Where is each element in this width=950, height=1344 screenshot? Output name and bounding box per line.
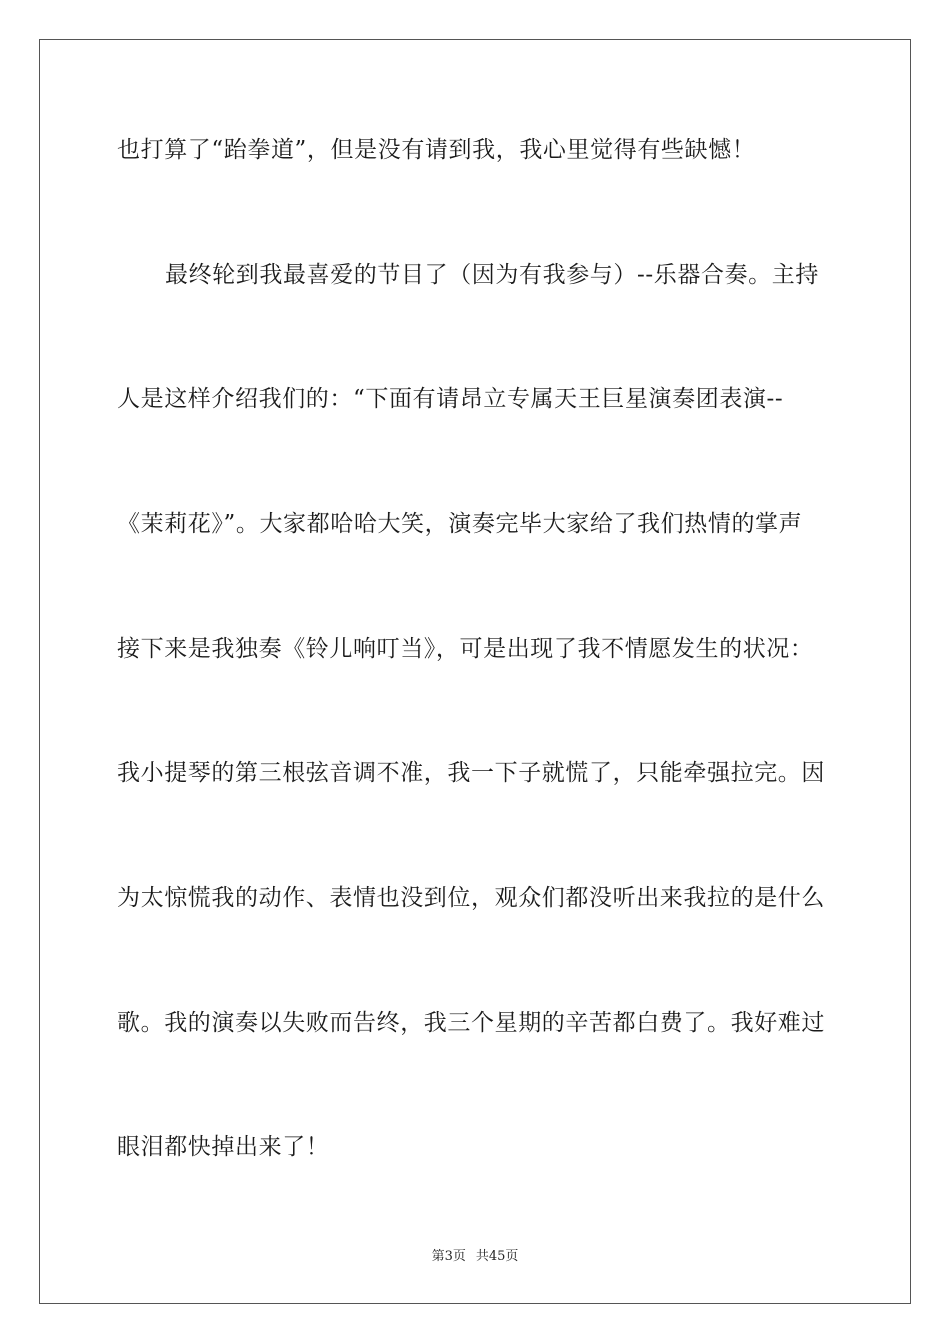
text-line-9: 眼泪都快掉出来了！ bbox=[117, 1134, 330, 1160]
page-border bbox=[39, 39, 911, 1304]
page-number: 第3页 bbox=[431, 1249, 466, 1264]
text-line-6: 我小提琴的第三根弦音调不准，我一下子就慌了，只能牵强拉完。因 bbox=[117, 760, 825, 786]
text-line-7: 为太惊慌我的动作、表情也没到位，观众们都没听出来我拉的是什么 bbox=[117, 885, 825, 911]
total-pages: 共45页 bbox=[475, 1249, 519, 1264]
text-line-3: 人是这样介绍我们的：“下面有请昂立专属天王巨星演奏团表演-- bbox=[117, 386, 784, 412]
text-line-2: 最终轮到我最喜爱的节目了（因为有我参与）--乐器合奏。主持 bbox=[165, 262, 819, 288]
page-footer bbox=[0, 1248, 950, 1266]
text-line-5: 接下来是我独奏《铃儿响叮当》，可是出现了我不情愿发生的状况： bbox=[117, 636, 814, 662]
text-line-8: 歌。我的演奏以失败而告终，我三个星期的辛苦都白费了。我好难过 bbox=[117, 1010, 825, 1036]
text-line-4: 《茉莉花》”。大家都哈哈大笑，演奏完毕大家给了我们热情的掌声 bbox=[117, 511, 803, 537]
text-line-1: 也打算了“跆拳道”，但是没有请到我，我心里觉得有些缺憾！ bbox=[117, 137, 756, 163]
